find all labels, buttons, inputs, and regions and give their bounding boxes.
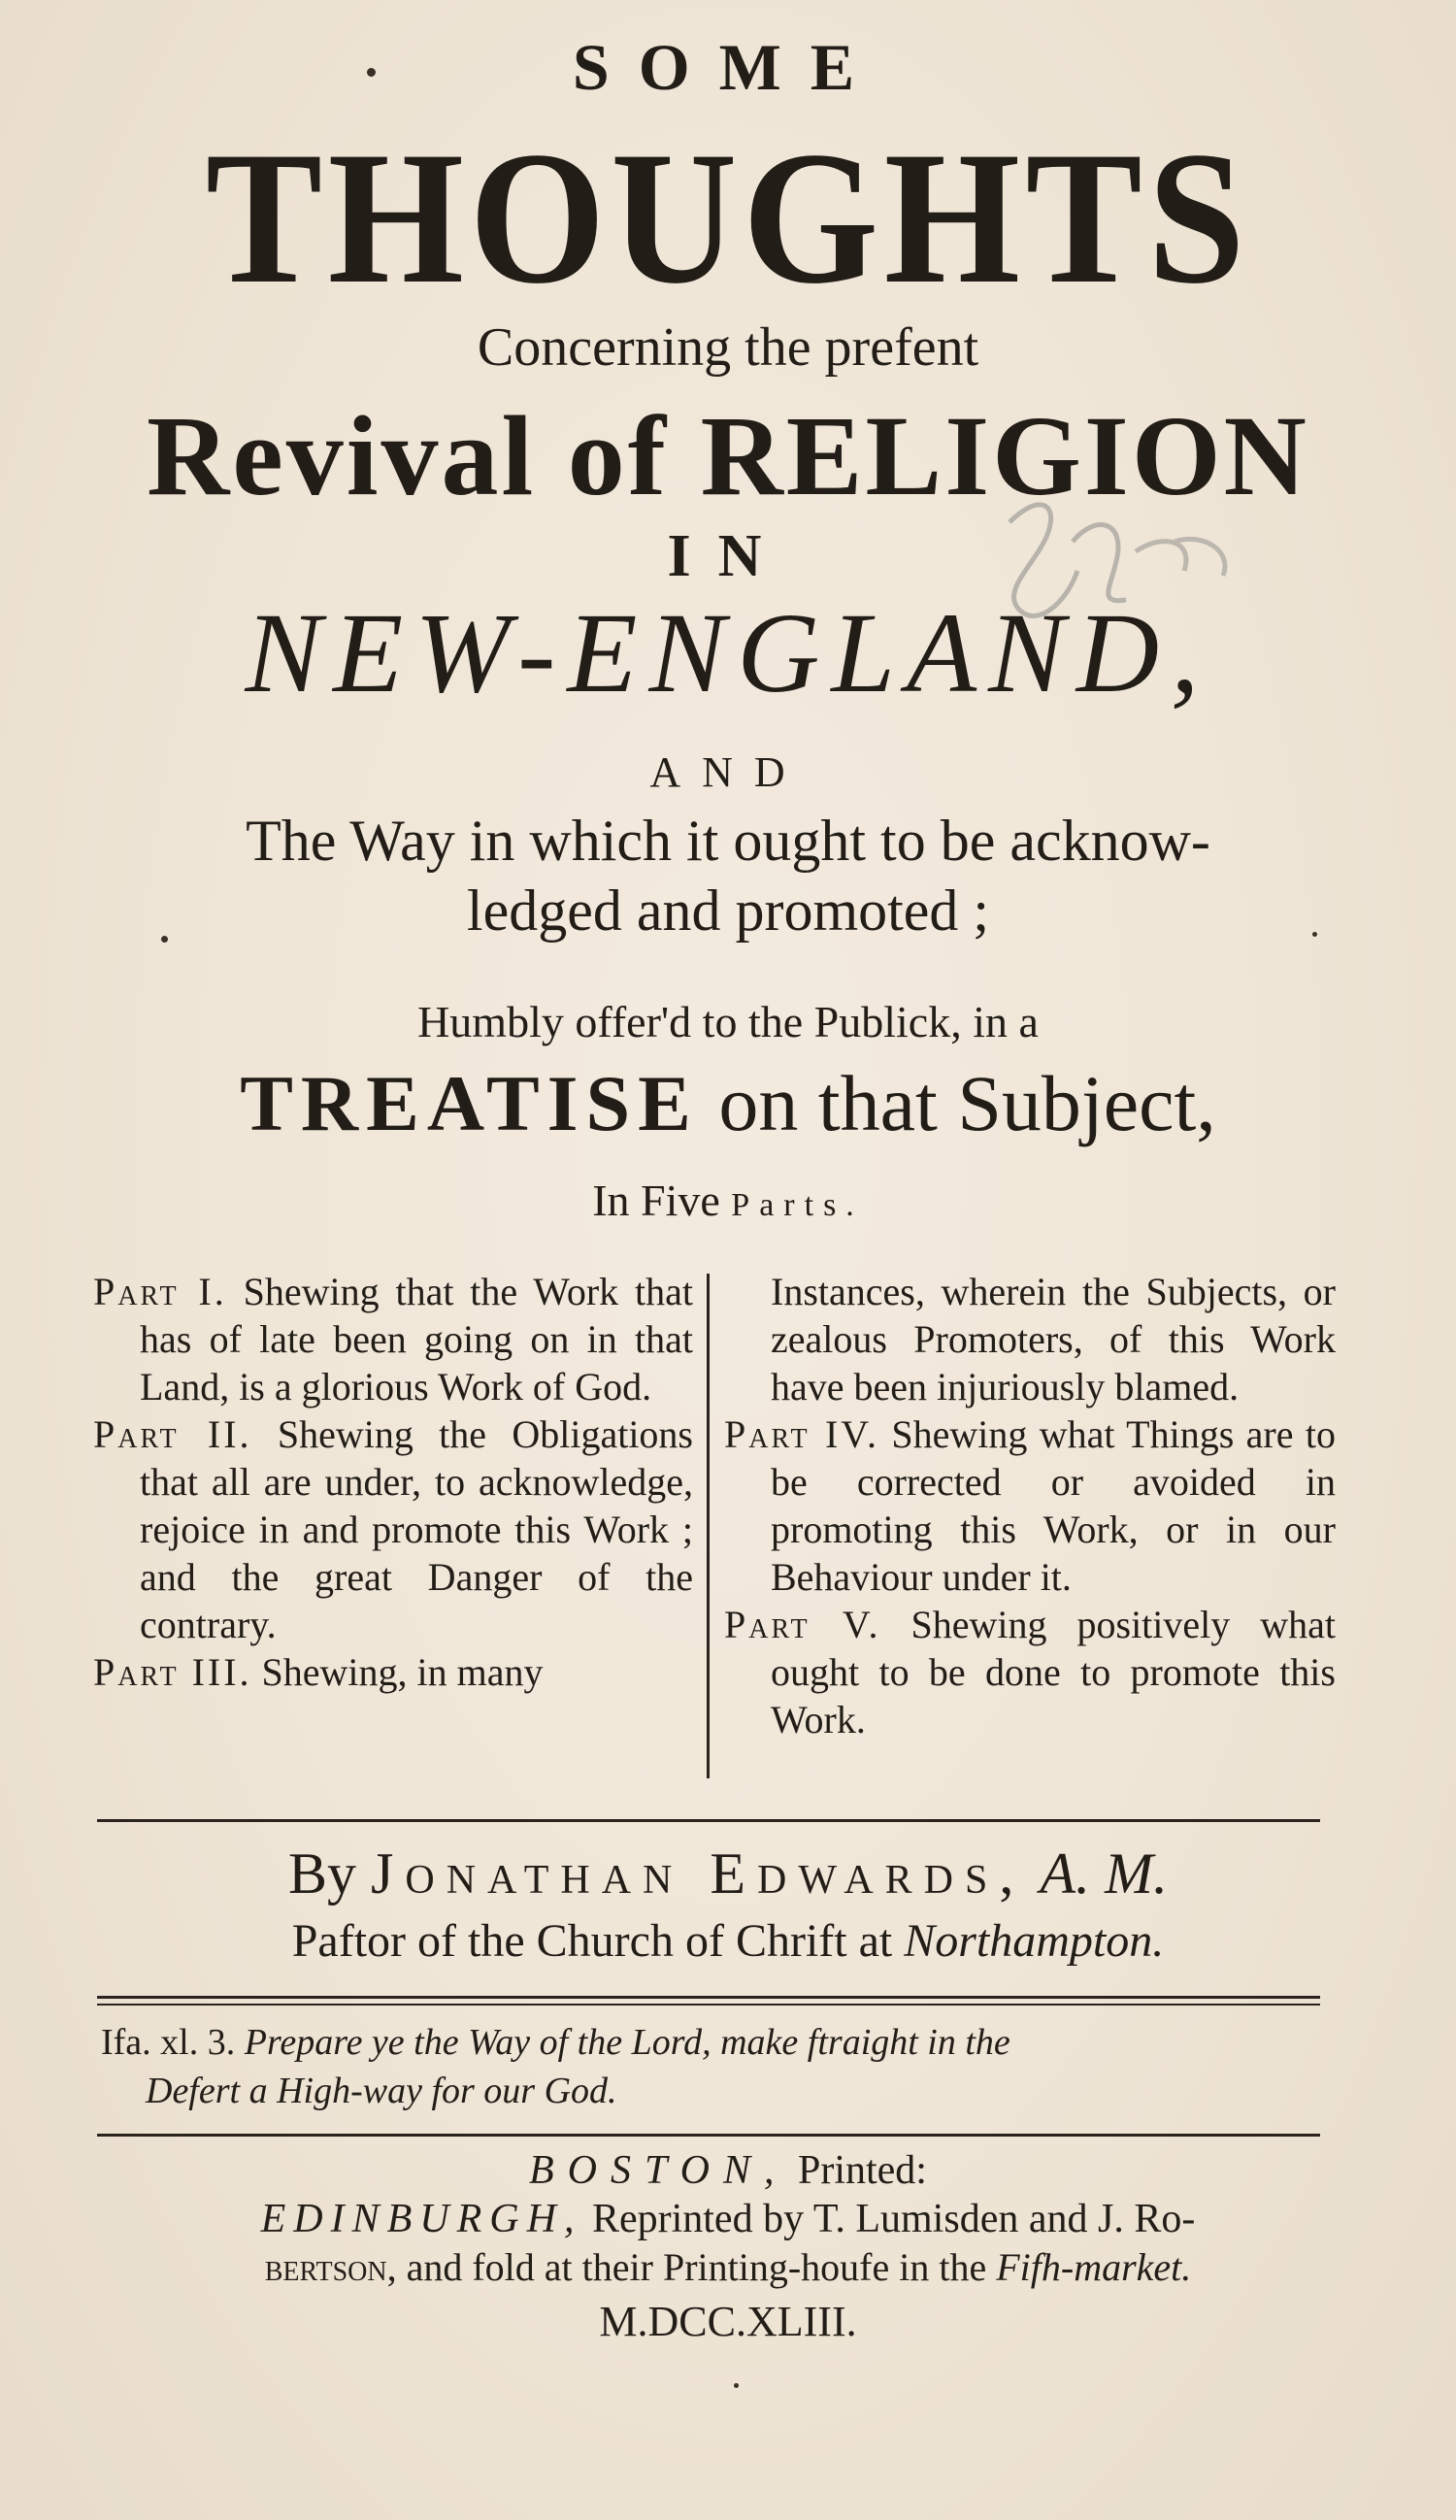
title-in: IN: [667, 523, 789, 589]
imprint-robertson: bertson,: [264, 2245, 397, 2289]
title-humbly-offered: Humbly offer'd to the Publick, in a: [417, 997, 1039, 1046]
author-place: Northampton.: [904, 1915, 1165, 1967]
imprint-sold: and fold at their Printing-houfe in the: [406, 2245, 987, 2289]
imprint-boston: BOSTON,: [529, 2148, 788, 2193]
part-text: Shewing positively what ought to be done to promote this Work.: [771, 1603, 1337, 1741]
title-treatise-word: TREATISE: [240, 1059, 699, 1147]
author-degree: A. M.: [1040, 1841, 1168, 1906]
title-concerning: Concerning the prefent: [477, 317, 979, 378]
rule-above-epigraph-thin: [97, 2004, 1320, 2006]
ink-speck: [734, 2383, 739, 2388]
imprint-fish-market: Fifh-market.: [996, 2245, 1192, 2289]
imprint-printed: Printed:: [797, 2148, 927, 2193]
handwritten-signature-mark: [980, 483, 1252, 639]
part-3-continuation: Instances, wherein the Subjects, or zealous Promoters, of this Work have been injuriously blamed.: [771, 1270, 1336, 1409]
part-entry-1: [93, 1268, 693, 1410]
epigraph-text-1: Prepare ye the Way of the Lord, make ftraight in the: [244, 2022, 1010, 2063]
author-by: By: [287, 1841, 357, 1906]
title-in-five: In Five: [592, 1176, 720, 1225]
part-text: Shewing that the Work that has of late been going on in that Land, is a glorious Work of God.: [140, 1270, 694, 1409]
ink-speck: [1312, 932, 1317, 937]
author-pastor-line: [0, 1914, 1456, 1968]
rule-above-author: [97, 1819, 1320, 1822]
part-entry-3: [93, 1648, 693, 1696]
title-parts: Parts.: [731, 1187, 864, 1223]
part-entry-4: [724, 1410, 1336, 1601]
author-name: Jonathan Edwards,: [371, 1841, 1026, 1906]
part-heading: Part II.: [93, 1412, 252, 1456]
epigraph-text-2: Defert a High-way for our God.: [146, 2071, 617, 2111]
epigraph-line-2: [146, 2070, 1388, 2112]
title-thoughts: THOUGHTS: [205, 113, 1251, 323]
title-treatise-rest: on that Subject,: [718, 1059, 1216, 1147]
part-heading: Part IV.: [724, 1412, 879, 1456]
epigraph-ref: Ifa. xl. 3.: [101, 2022, 236, 2063]
part-entry-5: [724, 1601, 1336, 1743]
parts-right-column: [724, 1268, 1336, 1743]
title-some: SOME: [572, 30, 884, 104]
epigraph-line-1: [101, 2021, 1343, 2064]
part-text: Shewing the Obligations that all are under, to acknowledge, rejoice in and promote this Work ; and the great Danger of the contrary.: [140, 1412, 693, 1646]
imprint-reprinted: Reprinted by T. Lumisden and J. Ro-: [591, 2197, 1196, 2241]
title-five-parts: [0, 1175, 1456, 1226]
part-entry-2: [93, 1410, 693, 1648]
part-heading: Part I.: [93, 1270, 227, 1313]
title-treatise-line: [0, 1058, 1456, 1149]
title-and: AND: [649, 748, 807, 796]
parts-left-column: [93, 1268, 693, 1696]
imprint-boston-line: [0, 2147, 1456, 2194]
author-pastor-prefix: Paftor of the Church of Chrift at: [291, 1915, 893, 1967]
title-revival-religion: Revival of RELIGION: [147, 392, 1309, 519]
part-text: Shewing what Things are to be corrected or avoided in promoting this Work, or in our Behaviour under it.: [771, 1412, 1336, 1599]
part-heading: Part V.: [724, 1603, 881, 1646]
ink-speck: [367, 68, 376, 77]
rule-above-imprint: [97, 2134, 1320, 2137]
imprint-edinburgh-line: [0, 2196, 1456, 2242]
part-heading: Part III.: [93, 1650, 252, 1694]
imprint-date: M.DCC.XLIII.: [599, 2298, 857, 2345]
rule-above-epigraph: [97, 1996, 1320, 1999]
imprint-edinburgh: EDINBURGH,: [260, 2197, 582, 2241]
title-way-line-2: ledged and promoted ;: [466, 879, 990, 943]
column-divider: [707, 1274, 710, 1778]
ink-speck: [161, 936, 168, 943]
author-line: [0, 1840, 1456, 1907]
title-way-line-1: The Way in which it ought to be acknow-: [246, 809, 1210, 873]
title-new-england: NEW-ENGLAND,: [245, 589, 1211, 716]
imprint-robertson-line: [0, 2244, 1456, 2290]
part-text: Shewing, in many: [261, 1650, 544, 1694]
